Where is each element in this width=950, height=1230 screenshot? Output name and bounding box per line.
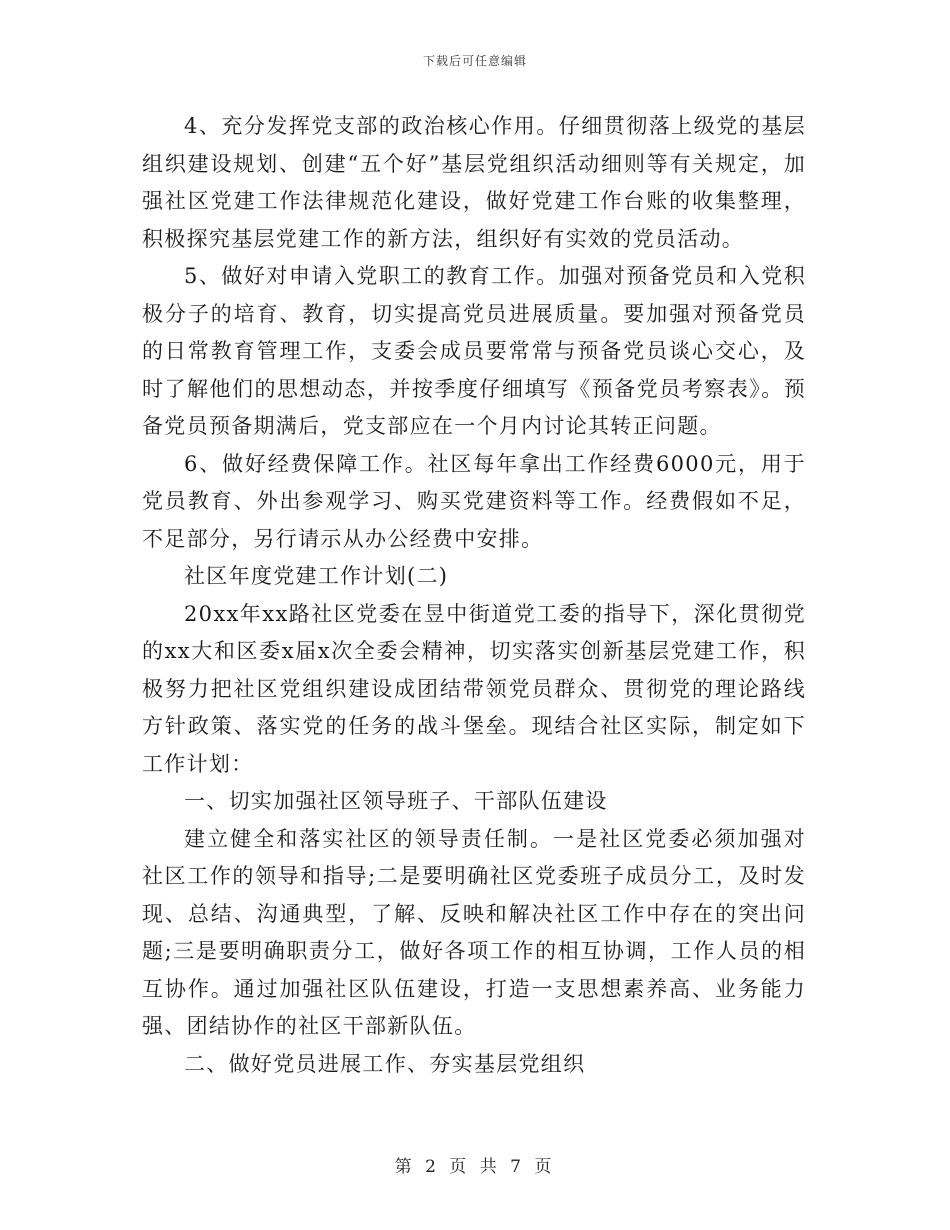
heading-two: 二、做好党员进展工作、夯实基层党组织	[184, 1051, 586, 1076]
heading-one: 一、切实加强社区领导班子、干部队伍建设	[184, 789, 608, 813]
document-body	[142, 108, 806, 1083]
paragraph-leadership: 建立健全和落实社区的领导责任制。一是社区党委必须加强对社区工作的领导和指导;二是要明确社区党委班子成员分工，及时发现、总结、沟通典型，了解、反映和解决社区工作中存在的突出问题;三是要明确职责分工，做好各项工作的相互协调，工作人员的相互协作。通过加强社区队伍建设，打造一支思想素养高、业务能力强、团结协作的社区干部新队伍。	[142, 826, 806, 1038]
paragraph-item-6: 6、做好经费保障工作。社区每年拿出工作经费6000元，用于党员教育、外出参观学习、购买党建资料等工作。经费假如不足，不足部分，另行请示从办公经费中安排。	[142, 451, 806, 551]
intro-paragraph: 20xx年xx路社区党委在昱中街道党工委的指导下，深化贯彻党的xx大和区委x届x次全委会精神，切实落实创新基层党建工作，积极努力把社区党组织建设成团结带领党员群众、贯彻党的理论路线方针政策、落实党的任务的战斗堡垒。现结合社区实际，制定如下工作计划：	[142, 601, 806, 776]
paragraph-item-4: 4、充分发挥党支部的政治核心作用。仔细贯彻落上级党的基层组织建设规划、创建“五个好”基层党组织活动细则等有关规定，加强社区党建工作法律规范化建设，做好党建工作台账的收集整理，积极探究基层党建工作的新方法，组织好有实效的党员活动。	[142, 114, 806, 251]
page-footer	[0, 1152, 950, 1177]
page-number-label: 第 2 页 共 7 页	[394, 1157, 556, 1177]
section-title: 社区年度党建工作计划(二)	[184, 564, 449, 588]
page-header: 下载后可任意编辑	[422, 54, 527, 68]
paragraph-item-5: 5、做好对申请入党职工的教育工作。加强对预备党员和入党积极分子的培育、教育，切实提高党员进展质量。要加强对预备党员的日常教育管理工作，支委会成员要常常与预备党员谈心交心，及时了解他们的思想动态，并按季度仔细填写《预备党员考察表》。预备党员预备期满后，党支部应在一个月内讨论其转正问题。	[142, 264, 806, 438]
